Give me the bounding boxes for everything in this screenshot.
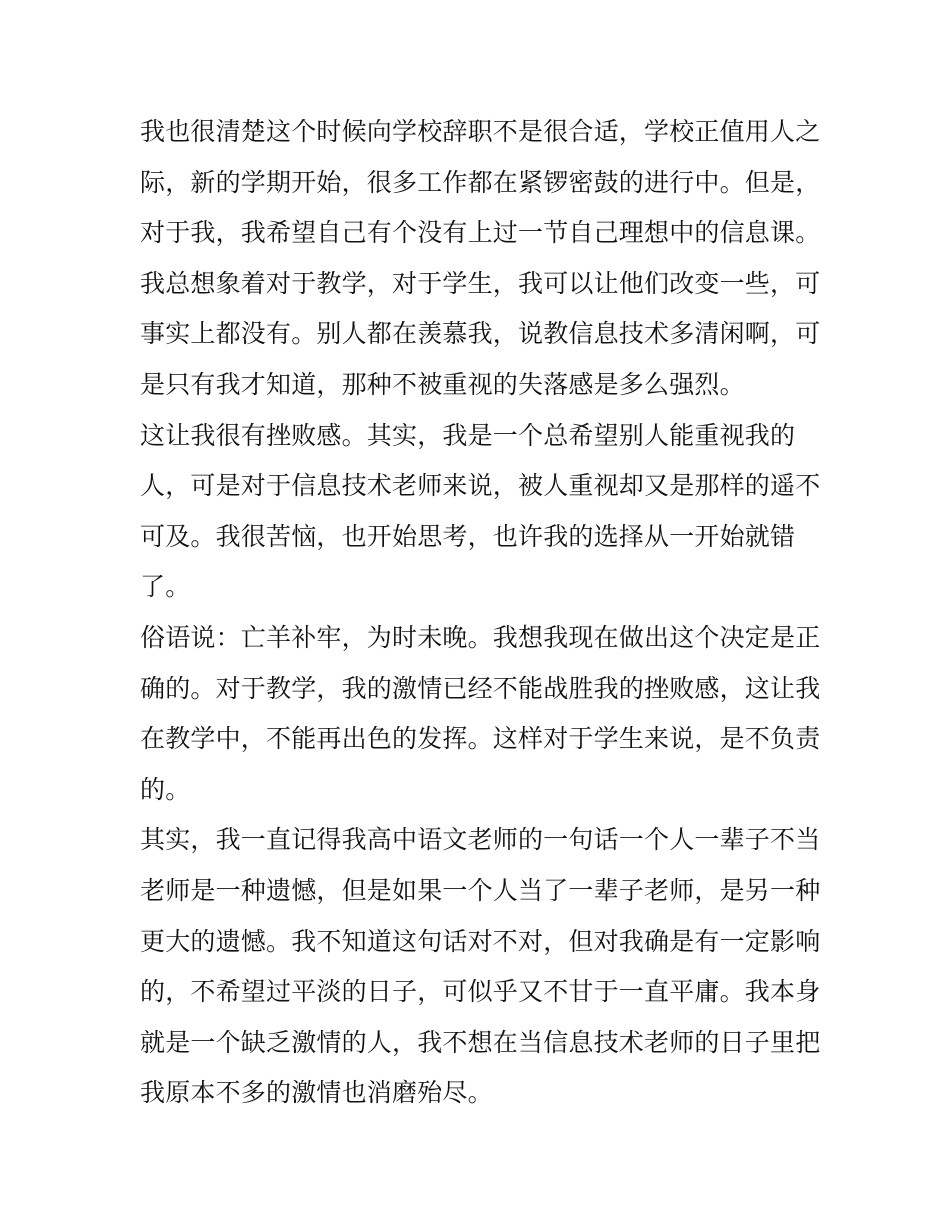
text-line: 确的。对于教学，我的激情已经不能战胜我的挫败感，这让我	[140, 673, 821, 703]
text-line: 就是一个缺乏激情的人，我不想在当信息技术老师的日子里把	[140, 1027, 821, 1057]
text-line: 我原本不多的激情也消磨殆尽。	[140, 1078, 493, 1108]
text-line: 对于我，我希望自己有个没有上过一节自己理想中的信息课。	[140, 218, 821, 248]
text-line: 的。	[140, 774, 191, 804]
text-line: 这让我很有挫败感。其实，我是一个总希望别人能重视我的	[140, 420, 796, 450]
paragraph-4	[140, 815, 820, 1119]
text-line: 际，新的学期开始，很多工作都在紧锣密鼓的进行中。但是，	[140, 167, 821, 197]
text-line: 我也很清楚这个时候向学校辞职不是很合适，学校正值用人之	[140, 117, 821, 146]
text-line: 俗语说：亡羊补牢，为时未晚。我想我现在做出这个决定是正	[140, 622, 821, 652]
document-body	[140, 107, 820, 1119]
text-line: 可及。我很苦恼，也开始思考，也许我的选择从一开始就错	[140, 521, 796, 551]
paragraph-2	[140, 411, 820, 613]
text-line: 我总想象着对于教学，对于学生，我可以让他们改变一些，可	[140, 268, 821, 298]
text-line: 在教学中，不能再出色的发挥。这样对于学生来说，是不负责	[140, 724, 821, 754]
text-line: 是只有我才知道，那种不被重视的失落感是多么强烈。	[140, 369, 745, 399]
paragraph-1	[140, 107, 820, 411]
text-line: 事实上都没有。别人都在羡慕我，说教信息技术多清闲啊，可	[140, 319, 821, 349]
text-line: 了。	[140, 572, 191, 602]
text-line: 其实，我一直记得我高中语文老师的一句话一个人一辈子不当	[140, 825, 821, 855]
text-line: 更大的遗憾。我不知道这句话对不对，但对我确是有一定影响	[140, 926, 821, 956]
text-line: 人，可是对于信息技术老师来说，被人重视却又是那样的遥不	[140, 471, 821, 501]
text-line: 老师是一种遗憾，但是如果一个人当了一辈子老师，是另一种	[140, 875, 821, 905]
paragraph-3	[140, 613, 820, 815]
text-line: 的，不希望过平淡的日子，可似乎又不甘于一直平庸。我本身	[140, 977, 821, 1007]
